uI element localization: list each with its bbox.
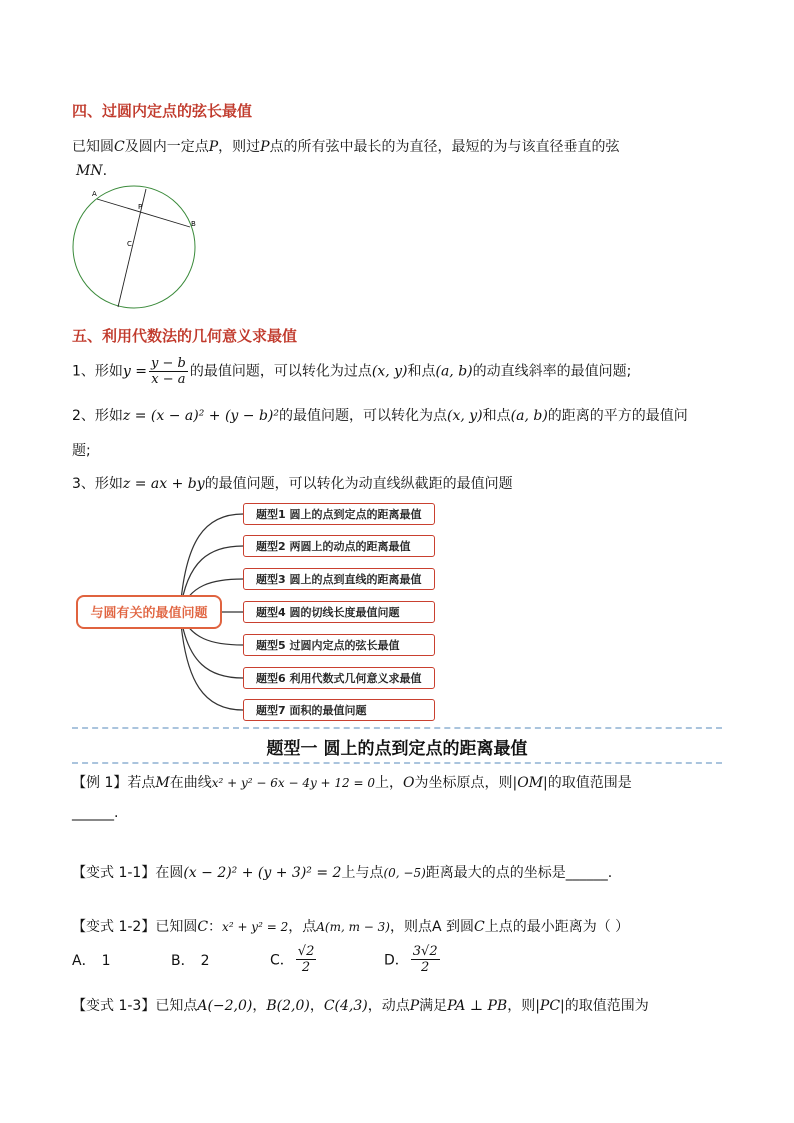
section5-item1: 1、形如y = $\frac{y - b}{x - a}$ 的最值问题，可以转化为过点(x, y)和点(a, b)的动直线斜率的最值问题; [72,356,632,387]
label-p: P [138,203,143,211]
section4-text-line2: MN. [76,163,108,179]
section4-title: 四、过圆内定点的弦长最值 [72,102,253,120]
example1-text: 【例 1】若点M在曲线x² + y² − 6x − 4y + 12 = 0上，O为坐标原点，则|OM|的取值范围是 [72,775,632,791]
option-a: A． 1 [72,953,111,969]
mindmap-branch-7: 题型7 面积的最值问题 [243,699,435,721]
mindmap-center-node: 与圆有关的最值问题 [76,595,222,629]
section4-text: 已知圆C及圆内一定点P，则过P点的所有弦中最长的为直径，最短的为与该直径垂直的弦 [72,139,620,155]
mindmap-branch-5: 题型5 过圆内定点的弦长最值 [243,634,435,656]
mindmap-branch-6: 题型6 利用代数式几何意义求最值 [243,667,435,689]
mindmap-branch-1: 题型1 圆上的点到定点的距离最值 [243,503,435,525]
section5-item2: 2、形如z = (x − a)² + (y − b)²的最值问题，可以转化为点(x, y)和点(a, b)的距离的平方的最值问 [72,408,688,424]
circle-outline [73,186,195,308]
section-divider-bottom [72,762,722,764]
label-c: C [127,240,132,248]
example1-blank: ______. [72,805,119,821]
label-a: A [92,190,97,198]
label-b: B [191,220,196,228]
type1-title: 题型一 圆上的点到定点的距离最值 [266,739,528,759]
option-d: D． $\frac{3√2}{2}$ [384,944,438,975]
variant-1-1: 【变式 1-1】在圆(x − 2)² + (y + 3)² = 2上与点(0, −5)距离最大的点的坐标是______. [72,865,613,881]
section-divider-top [72,727,722,729]
mindmap-branch-2: 题型2 两圆上的动点的距离最值 [243,535,435,557]
chord-circle-diagram [70,185,200,315]
section5-title: 五、利用代数法的几何意义求最值 [72,327,298,345]
variant-1-2: 【变式 1-2】已知圆C：x² + y² = 2，点A(m, m − 3)，则点A 到圆C上点的最小距离为（ ） [72,919,630,935]
section5-item2-line2: 题; [72,443,91,459]
section5-item3: 3、形如z = ax + by的最值问题，可以转化为动直线纵截距的最值问题 [72,476,513,492]
mindmap-branch-3: 题型3 圆上的点到直线的距离最值 [243,568,435,590]
variant-1-3: 【变式 1-3】已知点A(−2,0)，B(2,0)，C(4,3)，动点P满足PA ⊥ PB，则|PC|的取值范围为 [72,998,649,1014]
option-b: B． 2 [171,953,210,969]
mindmap-branch-4: 题型4 圆的切线长度最值问题 [243,601,435,623]
option-c: C． $\frac{√2}{2}$ [270,944,315,975]
